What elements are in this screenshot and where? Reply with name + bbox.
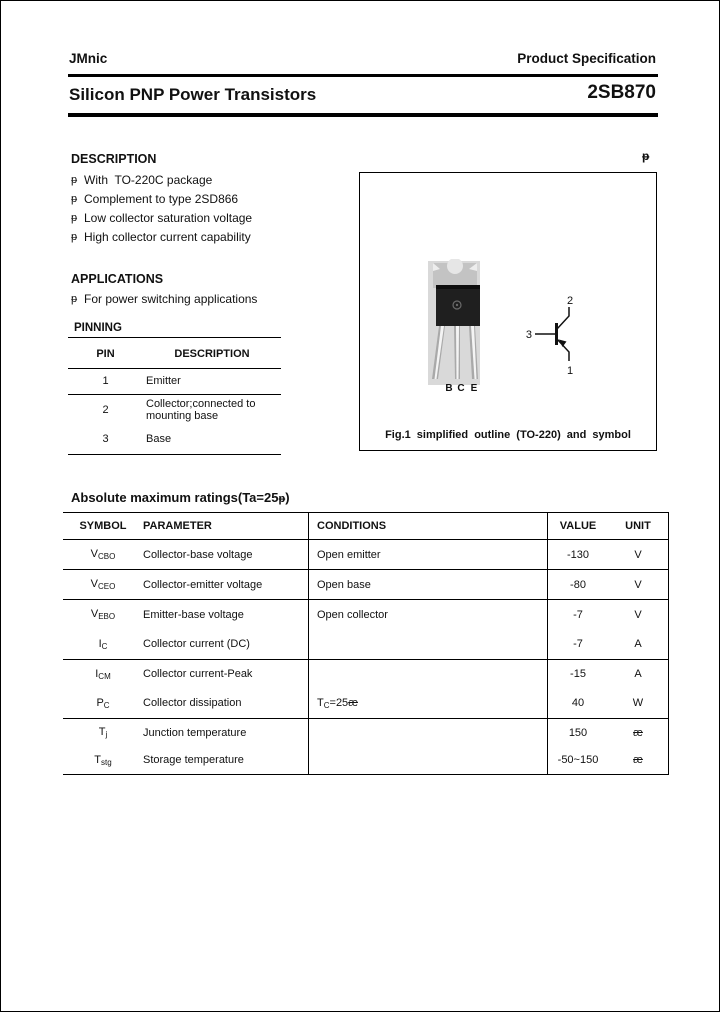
symbol-sub: EBO xyxy=(98,612,116,622)
symbol-cell xyxy=(63,570,143,600)
symbol-pin-collector: 2 xyxy=(566,295,574,307)
photo-pin-label-b: B xyxy=(445,383,453,393)
table-row xyxy=(63,689,669,719)
unit-cell: A xyxy=(608,660,669,689)
conditions-cell: Open emitter xyxy=(309,540,548,570)
condition-sub: C xyxy=(323,700,330,710)
symbol-cell xyxy=(63,747,143,775)
parameter-cell: Collector-base voltage xyxy=(143,540,309,570)
bullet-icon: ᵽ xyxy=(71,174,78,186)
pin-number: 2 xyxy=(102,403,109,416)
symbol-cell xyxy=(63,719,143,747)
value-cell: -15 xyxy=(570,668,586,681)
bullet-icon: ᵽ xyxy=(71,193,78,205)
ratings-table xyxy=(63,512,669,775)
parameter-cell: Collector current-Peak xyxy=(143,660,309,689)
list-item-text: Complement to type 2SD866 xyxy=(84,192,239,206)
pin-number: 3 xyxy=(68,425,143,454)
condition-main: T xyxy=(317,696,324,709)
unit-cell: W xyxy=(608,689,669,719)
table-row xyxy=(63,719,669,747)
symbol-main: T xyxy=(94,753,102,766)
symbol-main: V xyxy=(90,608,99,621)
table-row xyxy=(63,660,669,689)
symbol-cell xyxy=(63,540,143,570)
value-cell: -80 xyxy=(548,570,609,600)
list-item xyxy=(71,290,361,309)
symbol-main: T xyxy=(98,726,106,739)
table-row xyxy=(68,394,281,425)
value-cell: -7 xyxy=(573,608,583,621)
symbol-main: V xyxy=(90,578,98,590)
symbol-pin-base: 3 xyxy=(525,329,532,341)
conditions-cell: Open collector xyxy=(309,600,548,630)
symbol-sub: C xyxy=(101,641,108,651)
applications-heading: APPLICATIONS xyxy=(71,272,164,286)
symbol-pin-emitter: 1 xyxy=(566,365,574,377)
photo-pin-label-c: C xyxy=(457,383,465,393)
page-title: Silicon PNP Power Transistors xyxy=(69,85,317,104)
symbol-main: V xyxy=(90,548,98,560)
symbol-main: I xyxy=(95,667,99,680)
unit-cell: æ xyxy=(608,719,669,747)
column-header-pin: PIN xyxy=(68,340,143,368)
bullet-icon: ᵽ xyxy=(71,231,78,243)
parameter-cell: Junction temperature xyxy=(143,719,309,747)
ratings-heading-text: Absolute maximum ratings(Ta=25 xyxy=(71,490,279,505)
symbol-sub: CEO xyxy=(98,582,116,591)
symbol-sub: CM xyxy=(98,671,111,681)
degree-glyph: ᵽ xyxy=(278,493,286,505)
description-heading: DESCRIPTION xyxy=(71,152,157,166)
value-cell: -7 xyxy=(548,630,609,660)
unit-cell: V xyxy=(608,600,669,630)
bullet-icon: ᵽ xyxy=(71,212,78,224)
parameter-cell: Collector current (DC) xyxy=(143,630,309,660)
symbol-sub: CBO xyxy=(98,552,116,561)
conditions-cell xyxy=(309,630,548,660)
symbol-cell xyxy=(63,660,143,689)
parameter-cell: Emitter-base voltage xyxy=(143,600,309,630)
list-item-text: With TO-220C package xyxy=(84,173,213,187)
table-row xyxy=(63,570,669,600)
list-item xyxy=(71,190,361,209)
pin-description: Collector;connected to mounting base xyxy=(146,397,256,422)
value-cell: -50~150 xyxy=(548,747,609,775)
figure-caption: Fig.1 simplified outline (TO-220) and symbol xyxy=(385,429,631,441)
table-row xyxy=(63,600,669,630)
table-header-row xyxy=(63,513,669,540)
column-header-parameter: PARAMETER xyxy=(143,513,309,540)
pin-number: 1 xyxy=(68,368,143,394)
table-header-row xyxy=(68,340,281,368)
title-rule xyxy=(68,113,658,117)
pin-description: Base xyxy=(143,425,281,454)
table-row xyxy=(63,630,669,660)
list-item xyxy=(71,228,361,247)
table-row xyxy=(63,747,669,775)
table-row xyxy=(68,368,281,394)
value-cell: -130 xyxy=(548,540,609,570)
column-header-description: DESCRIPTION xyxy=(143,340,281,368)
pin-description: Emitter xyxy=(143,368,281,394)
symbol-sub: j xyxy=(105,730,108,740)
condition-value: =25 xyxy=(329,696,349,709)
column-header-unit: UNIT xyxy=(608,513,669,540)
bullet-icon: ᵽ xyxy=(71,293,78,305)
list-item xyxy=(71,171,361,190)
list-item-text: For power switching applications xyxy=(84,292,258,306)
parameter-cell: Collector dissipation xyxy=(143,689,309,719)
transistor-symbol xyxy=(520,293,584,377)
unit-cell: A xyxy=(608,630,669,660)
table-row xyxy=(68,425,281,454)
pinning-heading: PINNING xyxy=(68,322,281,338)
conditions-cell xyxy=(309,719,548,747)
column-header-conditions: CONDITIONS xyxy=(309,513,548,540)
header-rule xyxy=(68,74,658,77)
value-cell: 40 xyxy=(548,689,609,719)
stray-glyph: ᵽ xyxy=(642,149,650,163)
conditions-cell: Open base xyxy=(309,570,548,600)
conditions-cell xyxy=(309,689,548,719)
parameter-cell: Collector-emitter voltage xyxy=(143,570,309,600)
column-header-value: VALUE xyxy=(548,513,609,540)
degree-glyph: æ xyxy=(348,696,358,709)
table-row xyxy=(63,540,669,570)
unit-cell: V xyxy=(608,570,669,600)
spec-label: Product Specification xyxy=(517,51,656,66)
symbol-cell xyxy=(63,600,143,630)
column-header-symbol: SYMBOL xyxy=(63,513,143,540)
symbol-cell xyxy=(63,630,143,660)
list-item-text: High collector current capability xyxy=(84,230,251,244)
symbol-main: I xyxy=(98,637,102,650)
part-number: 2SB870 xyxy=(587,82,656,103)
package-photo xyxy=(424,259,484,393)
list-item-text: Low collector saturation voltage xyxy=(84,211,253,225)
figure-box xyxy=(359,172,657,451)
parameter-cell: Storage temperature xyxy=(143,747,309,775)
list-item xyxy=(71,209,361,228)
symbol-main: P xyxy=(96,696,104,709)
unit-cell: V xyxy=(608,540,669,570)
symbol-sub: C xyxy=(103,700,110,710)
description-list xyxy=(71,171,361,247)
photo-pin-label-e: E xyxy=(470,383,478,393)
applications-list xyxy=(71,290,361,309)
ratings-heading-close: ) xyxy=(285,490,290,505)
brand-logo: JMnic xyxy=(69,51,108,66)
conditions-cell xyxy=(309,747,548,775)
symbol-cell xyxy=(63,689,143,719)
unit-cell: æ xyxy=(608,747,669,775)
value-cell: 150 xyxy=(568,726,588,739)
pinning-table xyxy=(68,340,281,455)
ratings-heading xyxy=(71,490,290,505)
symbol-sub: stg xyxy=(101,757,112,767)
conditions-cell xyxy=(309,660,548,689)
